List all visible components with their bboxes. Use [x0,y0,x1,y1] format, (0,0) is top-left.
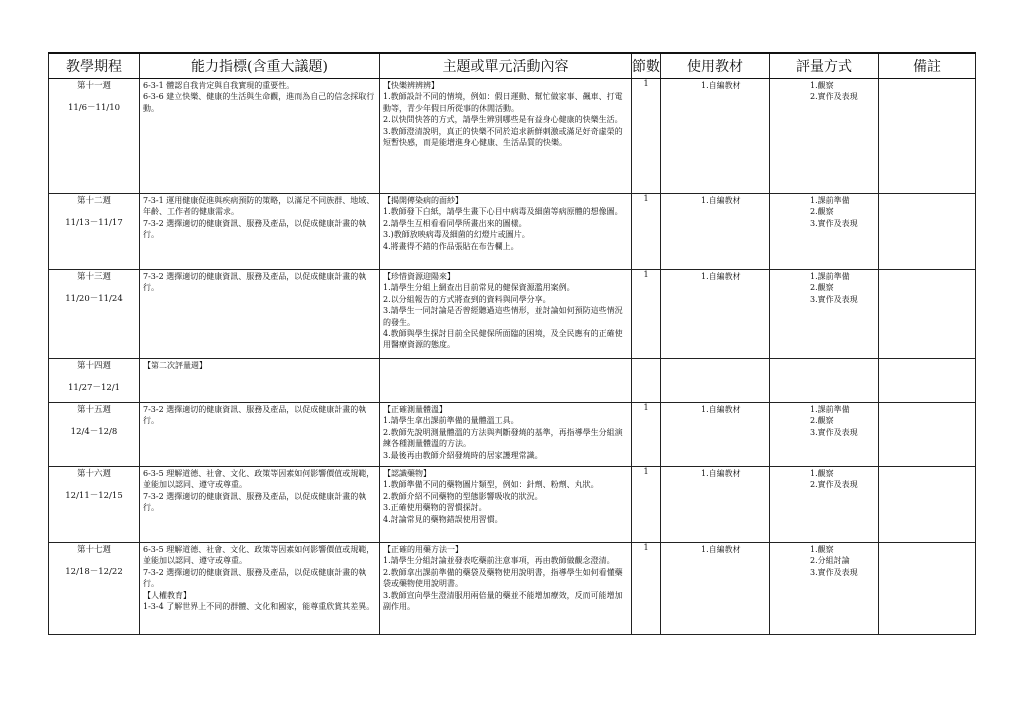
materials-cell [661,467,770,543]
assessment-text: 1.課前準備 2.觀察 3.實作及表現 [810,196,858,228]
table-row [49,467,976,543]
indicators-text: 7-3-1 運用健康促進與疾病預防的策略，以滿足不同族群、地域、年齡、工作者的健康需求。 7-3-2 選擇適切的健康資訊、服務及產品，以促成健康計畫的執行。 [143,196,375,240]
activities-cell [380,467,632,543]
activities-cell [380,403,632,467]
assessment-text: 1.課前準備 2.觀察 3.實作及表現 [810,272,858,304]
assessment-text: 1.課前準備 2.觀察 3.實作及表現 [810,405,858,437]
week-dates: 11/13－11/17 [65,218,123,228]
notes-cell [879,403,976,467]
indicators-cell [140,79,380,194]
indicators-text: 6-3-1 體認自我肯定與自我實現的重要性。 6-3-6 建立快樂、健康的生活與生命觀，進而為自己的信念採取行動。 [143,81,375,113]
activities-cell [380,359,632,403]
notes-cell [879,359,976,403]
indicators-cell [140,403,380,467]
indicators-text: 6-3-5 理解道德、社會、文化、政策等因素如何影響價值或規範，並能加以認同、遵守或尊重。 7-3-2 選擇適切的健康資訊、服務及產品，以促成健康計畫的執行。 [143,469,375,513]
activity-title: 【正確測量體溫】 [383,405,447,414]
header-period: 教學期程 [49,53,140,79]
week-label: 第十一週 [76,81,111,91]
lesson-plan-table [48,52,976,635]
activities-cell [380,194,632,270]
activity-text: 1.請學生分組上網查出目前常見的健保資源濫用案例。 2.以分組報告的方式將查到的資料與同學分享。 3.請學生一同討論是否曾經聽過這些情形，並討論如何預防這些情況的發生。 4.教師與學生探討目前全民健保所面臨的困境，及全民應有的正確使用醫療資源的態度。 [383,283,623,350]
assessment-cell [770,79,879,194]
assessment-cell [770,467,879,543]
table-row [49,79,976,194]
header-activities: 主題或單元活動內容 [380,53,632,79]
activity-text: 1.教師準備不同的藥物圖片類型，例如：針劑、粉劑、丸狀。 2.教師介紹不同藥物的型態影響吸收的狀況。 3.正確使用藥物的習慣探討。 4.討論常見的藥物錯誤使用習慣。 [383,480,599,524]
table-row [49,403,976,467]
assessment-cell [770,270,879,359]
materials-text: 1.自編教材 [701,81,741,90]
header-hours: 節數 [632,53,661,79]
indicators-text: 7-3-2 選擇適切的健康資訊、服務及產品，以促成健康計畫的執行。 [143,272,367,293]
week-cell [49,403,140,467]
hours-cell: 1 [632,194,661,270]
week-cell [49,543,140,635]
indicators-text: 6-3-5 理解道德、社會、文化、政策等因素如何影響價值或規範，並能加以認同、遵守或尊重。 7-3-2 選擇適切的健康資訊、服務及產品，以促成健康計畫的執行。 【人權教育】 1-3-4 了解世界上不同的群體、文化和國家，能尊重欣賞其差異。 [143,545,375,612]
indicators-cell [140,543,380,635]
indicators-cell [140,270,380,359]
header-notes: 備註 [879,53,976,79]
table-row [49,270,976,359]
activity-title: 【正確的用藥方法一】 [383,545,463,554]
hours-cell: 1 [632,403,661,467]
lesson-plan-sheet [48,52,975,635]
week-label: 第十三週 [76,272,111,282]
activity-title: 【珍惜資源迎陽來】 [383,272,455,281]
assessment-cell [770,403,879,467]
indicators-cell [140,467,380,543]
header-indicators: 能力指標(含重大議題) [140,53,380,79]
notes-cell [879,194,976,270]
indicators-text: 【第二次評量週】 [143,361,207,370]
table-row [49,359,976,403]
activity-title: 【認識藥物】 [383,469,431,478]
hours-cell [632,359,661,403]
week-label: 第十四週 [76,361,111,371]
week-label: 第十七週 [76,545,111,555]
materials-text: 1.自編教材 [701,272,741,281]
week-label: 第十二週 [76,196,111,206]
materials-text: 1.自編教材 [701,196,741,205]
table-row [49,543,976,635]
week-cell [49,79,140,194]
materials-cell [661,270,770,359]
week-cell [49,270,140,359]
notes-cell [879,543,976,635]
activities-cell [380,79,632,194]
week-label: 第十六週 [76,469,111,479]
indicators-cell [140,194,380,270]
activity-text: 1.請學生分組討論並發表吃藥前注意事項，再由教師做觀念澄清。 2.教師拿出課前準備的藥袋及藥物使用說明書，指導學生如何看懂藥袋或藥物使用說明書。 3.教師宣向學生澄清服用兩倍量的藥並不能增加療效，反而可能增加副作用。 [383,556,623,612]
week-dates: 12/18－12/22 [65,567,123,577]
hours-cell: 1 [632,270,661,359]
header-assessment: 評量方式 [770,53,879,79]
week-cell [49,467,140,543]
hours-cell: 1 [632,79,661,194]
hours-cell: 1 [632,543,661,635]
materials-text: 1.自編教材 [701,469,741,478]
notes-cell [879,270,976,359]
activity-title: 【揭開傳染病的面紗】 [383,196,463,205]
materials-cell [661,543,770,635]
activity-text: 1.請學生拿出課前準備的量體溫工具。 2.教師先說明測量體溫的方法與判斷發燒的基準，再指導學生分組演練各種測量體溫的方法。 3.最後再由教師介紹發燒時的居家護理常識。 [383,416,623,460]
activities-cell [380,270,632,359]
materials-cell [661,403,770,467]
activity-text: 1.教師設計不同的情境，例如：假日運動、幫忙做家事、飆車、打電動等，青少年假日所從事的休閒活動。 2.以快問快答的方式，請學生辨別哪些是有益身心健康的快樂生活。 3.教師澄清說明，真正的快樂不同於追求新鮮刺激或滿足好奇虛榮的短暫快感，而是能增進身心健康、生活品質的快樂。 [383,92,623,148]
activity-title: 【快樂辨辨辨】 [383,81,439,90]
week-label: 第十五週 [76,405,111,415]
materials-text: 1.自編教材 [701,545,741,554]
materials-cell [661,79,770,194]
materials-text: 1.自編教材 [701,405,741,414]
activities-cell [380,543,632,635]
assessment-text: 1.觀察 2.分組討論 3.實作及表現 [810,545,858,577]
assessment-text: 1.觀察 2.實作及表現 [810,81,858,102]
week-cell [49,194,140,270]
assessment-cell [770,194,879,270]
table-row [49,194,976,270]
week-dates: 11/20－11/24 [65,294,123,304]
materials-cell [661,359,770,403]
week-dates: 12/11－12/15 [65,491,123,501]
header-row [49,53,976,79]
materials-text [661,359,769,360]
indicators-text: 7-3-2 選擇適切的健康資訊、服務及產品，以促成健康計畫的執行。 [143,405,367,426]
materials-cell [661,194,770,270]
assessment-cell [770,543,879,635]
header-materials: 使用教材 [661,53,770,79]
notes-cell [879,467,976,543]
assessment-cell [770,359,879,403]
week-dates: 11/27－12/1 [67,383,121,393]
activity-text: 1.教師發下白紙，請學生畫下心目中病毒及細菌等病原體的想像圖。 2.請學生互相看看同學所畫出來的圖樣。 3.)教師放映病毒及細菌的幻燈片或圖片。 4.將畫得不錯的作品張貼在布告欄上。 [383,207,623,251]
week-cell [49,359,140,403]
assessment-text: 1.觀察 2.實作及表現 [810,469,858,490]
indicators-cell [140,359,380,403]
week-dates: 11/6－11/10 [67,103,121,113]
hours-cell: 1 [632,467,661,543]
assessment-text [770,359,878,360]
week-dates: 12/4－12/8 [70,427,118,437]
notes-cell [879,79,976,194]
